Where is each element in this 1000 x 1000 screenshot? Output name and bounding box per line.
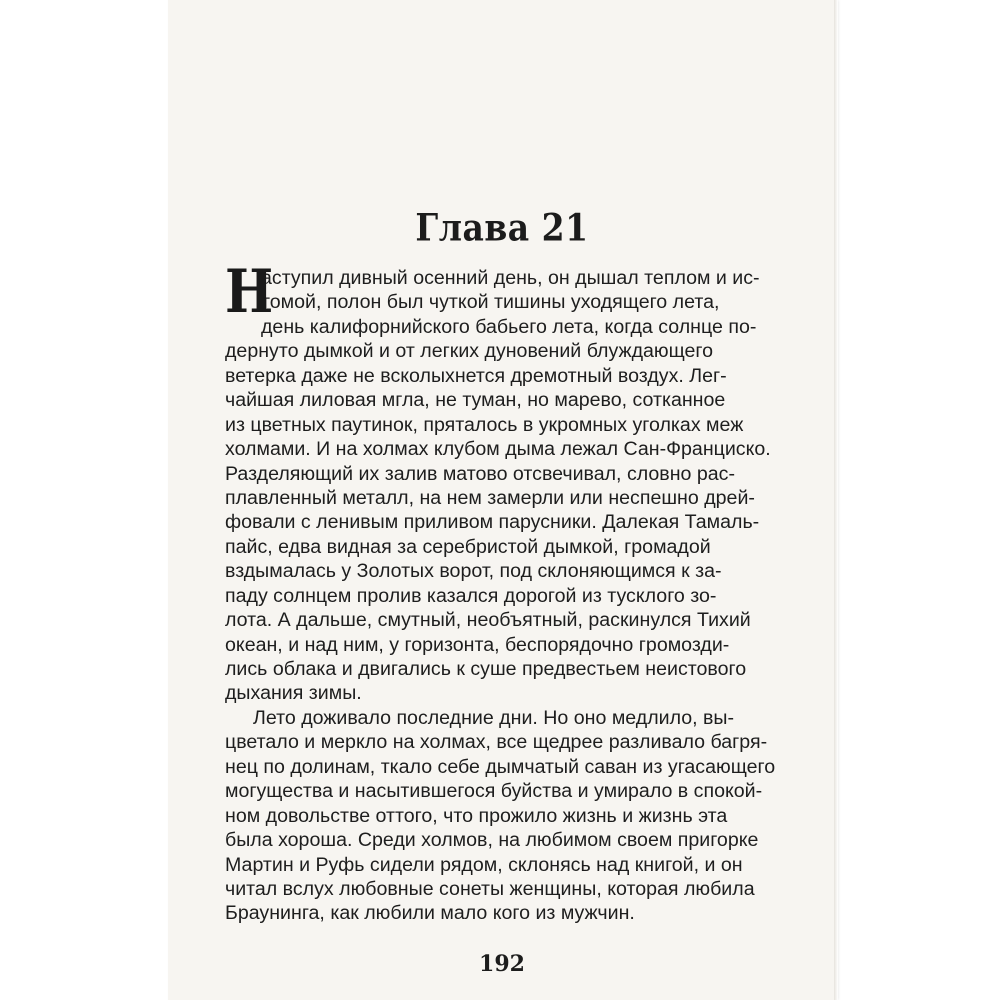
text-line: из цветных паутинок, пряталось в укромных уголках меж bbox=[225, 413, 744, 436]
text-line: Мартин и Руфь сидели рядом, склонясь над книгой, и он bbox=[225, 853, 743, 876]
text-line: холмами. И на холмах клубом дыма лежал Сан-Франциско. bbox=[225, 438, 771, 461]
text-line: томой, полон был чуткой тишины уходящего лета, bbox=[261, 291, 720, 314]
text-line: фовали с ленивым приливом парусники. Далекая Тамаль- bbox=[225, 511, 760, 534]
text-line: плавленный металл, на нем замерли или неспешно дрей- bbox=[225, 486, 755, 509]
text-line: была хороша. Среди холмов, на любимом своем пригорке bbox=[225, 829, 759, 852]
text-line: аступил дивный осенний день, он дышал теплом и ис- bbox=[261, 267, 760, 289]
paragraph-1 bbox=[225, 257, 791, 706]
text-line: ном довольстве оттого, что прожило жизнь и жизнь эта bbox=[225, 804, 728, 827]
text-line: паду солнцем пролив казался дорогой из тусклого зо- bbox=[225, 584, 717, 607]
text-line: океан, и над ним, у горизонта, беспорядочно громозди- bbox=[225, 633, 730, 656]
body-text bbox=[225, 257, 791, 926]
text-line: читал вслух любовные сонеты женщины, которая любила bbox=[225, 877, 755, 900]
page-edge bbox=[834, 0, 838, 1000]
text-line: ветерка даже не всколыхнется дремотный воздух. Лег- bbox=[225, 364, 727, 387]
text-line: нец по долинам, ткало себе дымчатый саван из угасающего bbox=[225, 755, 776, 778]
text-line: могущества и насытившегося буйства и умирало в спокой- bbox=[225, 780, 763, 803]
drop-cap: Н bbox=[225, 257, 274, 327]
text-line: дернуто дымкой и от легких дуновений блуждающего bbox=[225, 340, 714, 363]
text-line: чайшая лиловая мгла, не туман, но марево, сотканное bbox=[225, 389, 726, 412]
text-line: дыхания зимы. bbox=[225, 682, 362, 705]
paragraph-2 bbox=[225, 706, 791, 926]
text-line: день калифорнийского бабьего лета, когда солнце по- bbox=[261, 315, 757, 338]
text-line: Браунинга, как любили мало кого из мужчин. bbox=[225, 902, 635, 925]
page-number: 192 bbox=[479, 951, 525, 977]
chapter-title: Глава 21 bbox=[415, 205, 589, 250]
text-line: пайс, едва видная за серебристой дымкой, громадой bbox=[225, 535, 711, 558]
text-line: вздымалась у Золотых ворот, под склоняющимся к за- bbox=[225, 560, 722, 583]
text-line: Разделяющий их залив матово отсвечивал, словно рас- bbox=[225, 462, 735, 485]
text-line: лота. А дальше, смутный, необъятный, раскинулся Тихий bbox=[225, 609, 751, 632]
text-line: цветало и меркло на холмах, все щедрее разливало багря- bbox=[225, 731, 768, 754]
text-line: лись облака и двигались к суше предвестьем неистового bbox=[225, 658, 747, 680]
text-line: Лето доживало последние дни. Но оно медлило, вы- bbox=[253, 706, 735, 729]
